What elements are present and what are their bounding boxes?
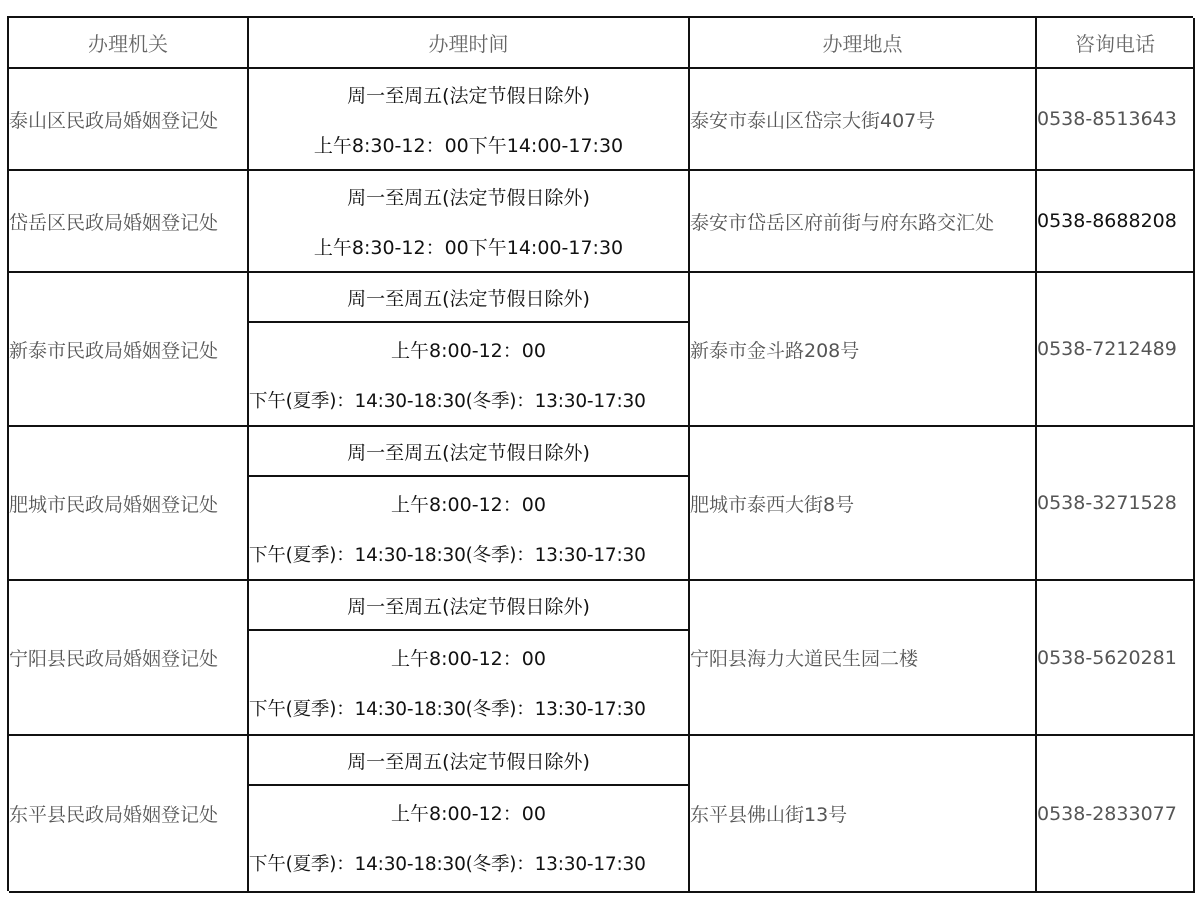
time-weekdays: 周一至周五(法定节假日除外) bbox=[347, 84, 590, 107]
phone-cell: 0538-5620281 bbox=[1037, 581, 1195, 736]
time-afternoon: 下午(夏季)：14:30-18:30(冬季)：13:30-17:30 bbox=[249, 854, 646, 875]
address-cell: 宁阳县海力大道民生园二楼 bbox=[690, 581, 1037, 736]
phone-cell: 0538-3271528 bbox=[1037, 427, 1195, 581]
time-weekdays: 周一至周五(法定节假日除外) bbox=[249, 736, 688, 786]
office-cell: 泰山区民政局婚姻登记处 bbox=[9, 69, 249, 171]
time-cell bbox=[249, 427, 690, 581]
office-cell: 岱岳区民政局婚姻登记处 bbox=[9, 171, 249, 273]
time-weekdays: 周一至周五(法定节假日除外) bbox=[249, 581, 688, 631]
address-cell: 东平县佛山街13号 bbox=[690, 736, 1037, 893]
time-morning: 上午8:00-12：00 bbox=[391, 339, 546, 362]
address-cell: 泰安市岱岳区府前街与府东路交汇处 bbox=[690, 171, 1037, 273]
time-hours: 上午8:30-12：00下午14:00-17:30 bbox=[313, 236, 624, 259]
header-address: 办理地点 bbox=[690, 18, 1037, 69]
time-afternoon: 下午(夏季)：14:30-18:30(冬季)：13:30-17:30 bbox=[249, 699, 646, 720]
office-cell: 宁阳县民政局婚姻登记处 bbox=[9, 581, 249, 736]
time-cell bbox=[249, 273, 690, 427]
phone-cell: 0538-7212489 bbox=[1037, 273, 1195, 427]
office-cell: 东平县民政局婚姻登记处 bbox=[9, 736, 249, 893]
time-weekdays: 周一至周五(法定节假日除外) bbox=[249, 427, 688, 477]
time-cell bbox=[249, 736, 690, 893]
time-morning: 上午8:00-12：00 bbox=[391, 802, 546, 825]
header-phone: 咨询电话 bbox=[1037, 18, 1195, 69]
time-morning: 上午8:00-12：00 bbox=[391, 647, 546, 670]
registration-offices-table bbox=[7, 16, 1193, 891]
time-cell bbox=[249, 581, 690, 736]
phone-cell: 0538-8513643 bbox=[1037, 69, 1195, 171]
office-cell: 肥城市民政局婚姻登记处 bbox=[9, 427, 249, 581]
phone-cell: 0538-8688208 bbox=[1037, 171, 1195, 273]
time-cell bbox=[249, 69, 690, 171]
time-cell bbox=[249, 171, 690, 273]
time-afternoon: 下午(夏季)：14:30-18:30(冬季)：13:30-17:30 bbox=[249, 545, 646, 566]
time-hours: 上午8:30-12：00下午14:00-17:30 bbox=[313, 134, 624, 157]
address-cell: 新泰市金斗路208号 bbox=[690, 273, 1037, 427]
header-office: 办理机关 bbox=[9, 18, 249, 69]
time-weekdays: 周一至周五(法定节假日除外) bbox=[249, 273, 688, 323]
address-cell: 肥城市泰西大街8号 bbox=[690, 427, 1037, 581]
time-weekdays: 周一至周五(法定节假日除外) bbox=[347, 186, 590, 209]
office-cell: 新泰市民政局婚姻登记处 bbox=[9, 273, 249, 427]
time-morning: 上午8:00-12：00 bbox=[391, 493, 546, 516]
header-time: 办理时间 bbox=[249, 18, 690, 69]
phone-cell: 0538-2833077 bbox=[1037, 736, 1195, 893]
address-cell: 泰安市泰山区岱宗大街407号 bbox=[690, 69, 1037, 171]
time-afternoon: 下午(夏季)：14:30-18:30(冬季)：13:30-17:30 bbox=[249, 391, 646, 412]
